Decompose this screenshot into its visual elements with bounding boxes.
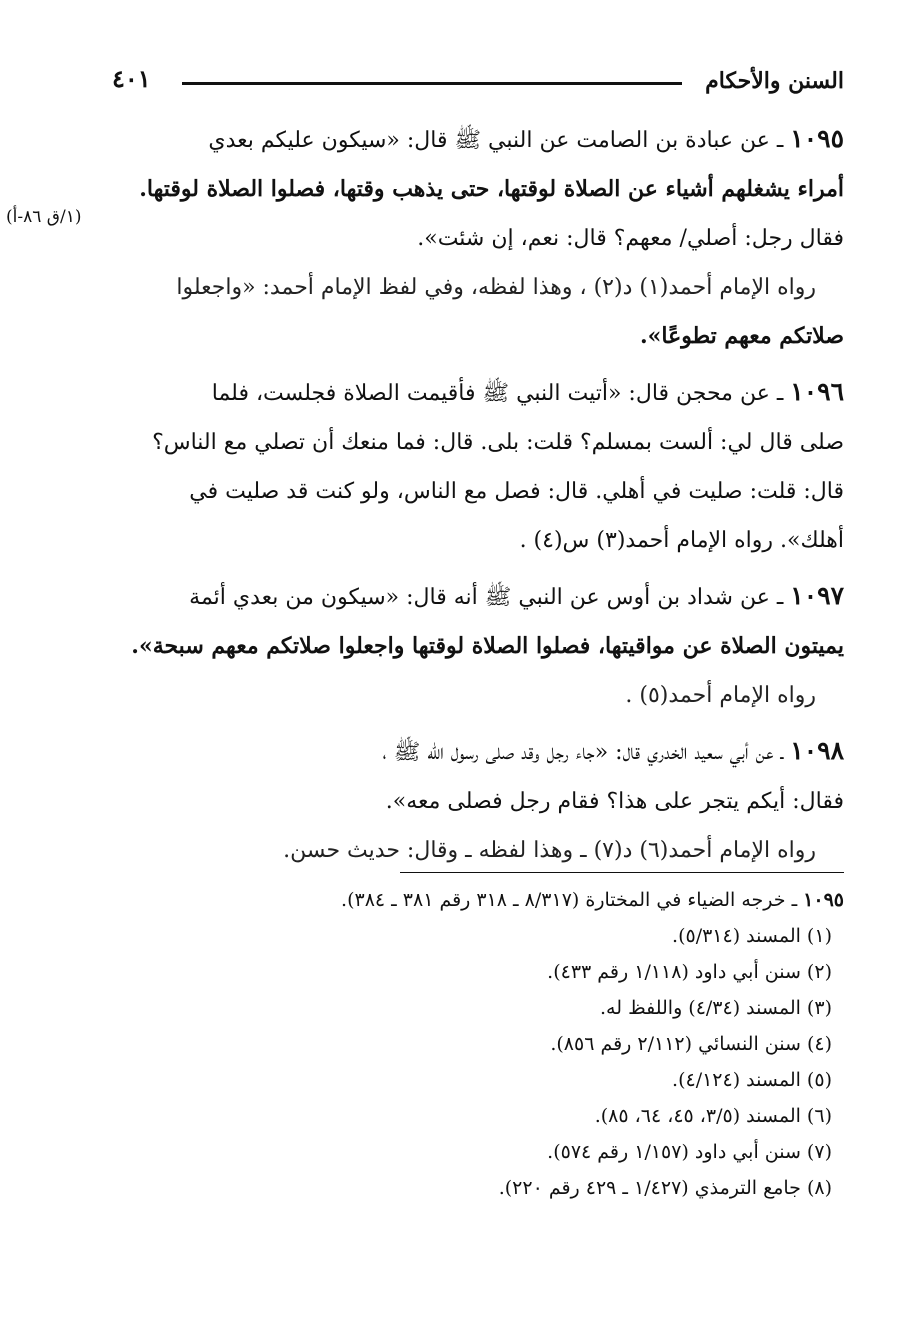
hadith-number: ١٠٩٨	[790, 736, 844, 765]
footnote-item: (٧) سنن أبي داود (١/١٥٧ رقم ٥٧٤).	[547, 1141, 832, 1163]
narration-line: رواه الإمام أحمد(١) د(٢) ، وهذا لفظه، وفي لفظ الإمام أحمد: «واجعلوا	[176, 275, 816, 300]
footnote-item: (١) المسند (٥/٣١٤).	[672, 925, 832, 947]
hadith-line: صلى قال لي: ألست بمسلم؟ قلت: بلى. قال: فما منعك أن تصلي مع الناس؟	[152, 430, 844, 455]
page-header	[112, 62, 844, 102]
hadith-text: ـ عن محجن قال: «أتيت النبي ﷺ فأقيمت الصلاة فجلست، فلما	[211, 381, 784, 406]
hadith-1098	[112, 726, 844, 875]
hadith-number: ١٠٩٥	[790, 124, 844, 153]
narration-line: صلاتكم معهم تطوعًا».	[640, 323, 844, 349]
hadith-line: أمراء يشغلهم أشياء عن الصلاة لوقتها، حتى يذهب وقتها، فصلوا الصلاة لوقتها.	[139, 176, 844, 202]
footnote-item: (٢) سنن أبي داود (١/١١٨ رقم ٤٣٣).	[547, 961, 832, 983]
footnote-text: ـ خرجه الضياء في المختارة (٨/٣١٧ ـ ٣١٨ رقم ٣٨١ ـ ٣٨٤).	[341, 889, 804, 911]
manuscript-margin-note: (١/ق ٨٦-أ)	[6, 207, 82, 227]
page-number: ٤٠١	[112, 64, 151, 93]
footnotes	[112, 882, 844, 1206]
footnote-item	[112, 882, 844, 918]
hadith-1096	[112, 367, 844, 565]
narration-line: رواه الإمام أحمد(٦) د(٧) ـ وهذا لفظه ـ وقال: حديث حسن.	[283, 838, 816, 863]
hadith-text: ـ عن عبادة بن الصامت عن النبي ﷺ قال: «سيكون عليكم بعدي	[208, 128, 784, 153]
hadith-line	[112, 571, 844, 622]
narration-line: رواه الإمام أحمد(٥) .	[625, 683, 816, 708]
hadith-text: ـ عن أبي سعيد الخدري قال: «جاء رجل وقد صلى رسول الله ﷺ ،	[382, 740, 784, 765]
header-rule	[182, 82, 682, 85]
hadith-line: فقال رجل: أصلي/ معهم؟ قال: نعم، إن شئت».	[417, 226, 844, 251]
running-title: السنن والأحكام	[705, 68, 844, 94]
footnote-item: (٣) المسند (٤/٣٤) واللفظ له.	[600, 997, 832, 1019]
hadith-number: ١٠٩٦	[790, 377, 844, 406]
hadith-line: قال: قلت: صليت في أهلي. قال: فصل مع الناس، ولو كنت قد صليت في	[189, 479, 844, 504]
hadith-line: يميتون الصلاة عن مواقيتها، فصلوا الصلاة لوقتها واجعلوا صلاتكم معهم سبحة».	[131, 633, 844, 659]
hadith-1095	[112, 114, 844, 361]
hadith-line: أهلك». رواه الإمام أحمد(٣) س(٤) .	[519, 528, 844, 553]
hadith-line: فقال: أيكم يتجر على هذا؟ فقام رجل فصلى معه».	[385, 789, 844, 814]
hadith-number: ١٠٩٧	[790, 581, 844, 610]
footnote-hadith-number: ١٠٩٥	[803, 889, 844, 911]
hadith-1097	[112, 571, 844, 720]
hadith-text: ـ عن شداد بن أوس عن النبي ﷺ أنه قال: «سيكون من بعدي أئمة	[189, 585, 784, 610]
footnote-item: (٤) سنن النسائي (٢/١١٢ رقم ٨٥٦).	[550, 1033, 832, 1055]
footnote-item: (٥) المسند (٤/١٢٤).	[672, 1069, 832, 1091]
hadith-line	[112, 114, 844, 165]
footnote-rule	[400, 872, 844, 873]
footnote-item: (٦) المسند (٣/٥، ٤٥، ٦٤، ٨٥).	[594, 1105, 832, 1127]
hadith-line	[112, 367, 844, 418]
hadith-line	[112, 726, 844, 777]
footnote-item: (٨) جامع الترمذي (١/٤٢٧ ـ ٤٢٩ رقم ٢٢٠).	[498, 1177, 832, 1199]
main-text	[112, 114, 844, 881]
